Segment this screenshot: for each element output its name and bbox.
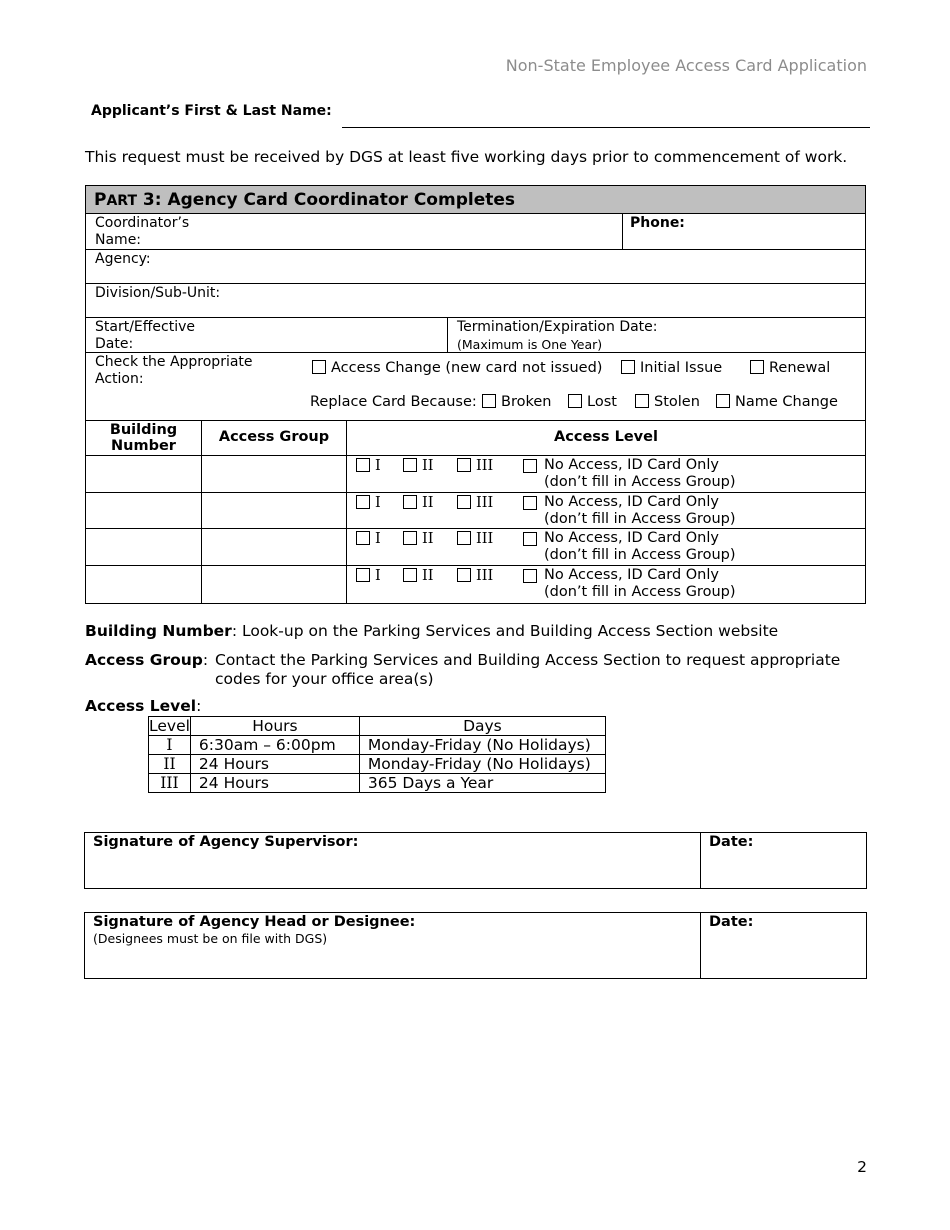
access-group-header: Access Group (201, 421, 346, 455)
level-1-checkbox[interactable] (356, 531, 370, 545)
access-level-term: Access Level: (85, 697, 202, 715)
renewal-option[interactable]: Renewal (750, 360, 830, 376)
levels-header-days: Days (359, 717, 605, 736)
initial-issue-option[interactable]: Initial Issue (621, 360, 722, 376)
replace-card-label: Replace Card Because: (310, 394, 477, 410)
access-level-cell (346, 456, 865, 492)
access-entry-row (86, 456, 865, 493)
level-3-option[interactable]: III (457, 568, 493, 585)
part3-title: PART 3: Agency Card Coordinator Completes (86, 186, 865, 214)
level-3-checkbox[interactable] (457, 568, 471, 582)
access-group-explanation: Contact the Parking Services and Building Access Section to request appropriate codes for your office area(s) (215, 651, 841, 688)
level-cell: II (149, 755, 191, 774)
level-3-checkbox[interactable] (457, 458, 471, 472)
level-1-option[interactable]: I (356, 495, 381, 512)
lost-checkbox[interactable] (568, 394, 582, 408)
no-access-label: No Access, ID Card Only (don’t fill in Access Group) (544, 567, 736, 600)
supervisor-signature-field[interactable]: Signature of Agency Supervisor: (93, 834, 359, 850)
no-access-label: No Access, ID Card Only (don’t fill in Access Group) (544, 530, 736, 563)
agency-row (86, 250, 865, 284)
level-3-option[interactable]: III (457, 531, 493, 548)
building-number-explanation: Building Number: Look-up on the Parking Services and Building Access Section website (85, 622, 779, 640)
building-number-cell[interactable] (86, 493, 201, 528)
days-cell: Monday-Friday (No Holidays) (359, 755, 605, 774)
stolen-option[interactable]: Stolen (635, 394, 700, 410)
broken-checkbox[interactable] (482, 394, 496, 408)
coordinator-name-field[interactable]: Coordinator’s Name: (95, 215, 190, 248)
hours-cell: 24 Hours (190, 755, 359, 774)
access-group-cell[interactable] (201, 456, 346, 492)
access-columns-header (86, 421, 865, 456)
access-change-option[interactable]: Access Change (new card not issued) (312, 360, 602, 376)
level-1-option[interactable]: I (356, 568, 381, 585)
access-change-checkbox[interactable] (312, 360, 326, 374)
no-access-checkbox[interactable] (523, 496, 537, 510)
supervisor-signature-box (84, 832, 867, 889)
access-level-header: Access Level (346, 421, 865, 455)
level-1-option[interactable]: I (356, 458, 381, 475)
stolen-checkbox[interactable] (635, 394, 649, 408)
broken-option[interactable]: Broken (482, 394, 551, 410)
action-label: Check the Appropriate Action: (95, 354, 253, 387)
applicant-name-label: Applicant’s First & Last Name: (91, 103, 332, 119)
no-access-label: No Access, ID Card Only (don’t fill in Access Group) (544, 494, 736, 527)
levels-header-hours: Hours (190, 717, 359, 736)
access-group-cell[interactable] (201, 566, 346, 603)
building-number-cell[interactable] (86, 566, 201, 603)
level-3-option[interactable]: III (457, 495, 493, 512)
level-3-checkbox[interactable] (457, 495, 471, 509)
days-cell: 365 Days a Year (359, 774, 605, 793)
no-access-checkbox[interactable] (523, 569, 537, 583)
table-row (149, 736, 606, 755)
level-1-checkbox[interactable] (356, 568, 370, 582)
hours-cell: 6:30am – 6:00pm (190, 736, 359, 755)
access-entry-row (86, 566, 865, 603)
agency-field[interactable]: Agency: (95, 251, 151, 267)
level-2-checkbox[interactable] (403, 531, 417, 545)
agency-head-date-field[interactable]: Date: (700, 913, 866, 978)
name-change-checkbox[interactable] (716, 394, 730, 408)
level-2-option[interactable]: II (403, 531, 433, 548)
page-number: 2 (857, 1158, 867, 1176)
access-level-cell (346, 529, 865, 565)
dates-row (86, 318, 865, 353)
access-level-cell (346, 493, 865, 528)
division-row (86, 284, 865, 318)
agency-head-signature-field[interactable]: Signature of Agency Head or Designee: (Designees must be on file with DGS) (93, 914, 416, 946)
no-access-label: No Access, ID Card Only (don’t fill in Access Group) (544, 457, 736, 490)
level-3-checkbox[interactable] (457, 531, 471, 545)
level-2-option[interactable]: II (403, 495, 433, 512)
access-level-cell (346, 566, 865, 603)
renewal-checkbox[interactable] (750, 360, 764, 374)
division-field[interactable]: Division/Sub-Unit: (95, 285, 221, 301)
level-cell: I (149, 736, 191, 755)
action-row (86, 353, 865, 421)
level-2-option[interactable]: II (403, 568, 433, 585)
table-row (149, 774, 606, 793)
level-3-option[interactable]: III (457, 458, 493, 475)
access-group-cell[interactable] (201, 493, 346, 528)
level-1-checkbox[interactable] (356, 495, 370, 509)
no-access-checkbox[interactable] (523, 459, 537, 473)
supervisor-date-field[interactable]: Date: (700, 833, 866, 888)
access-group-cell[interactable] (201, 529, 346, 565)
level-2-checkbox[interactable] (403, 495, 417, 509)
termination-date-field[interactable]: Termination/Expiration Date: (Maximum is One Year) (447, 318, 865, 352)
part3-form-table (85, 185, 866, 604)
level-2-checkbox[interactable] (403, 568, 417, 582)
table-row (149, 755, 606, 774)
name-change-option[interactable]: Name Change (716, 394, 838, 410)
building-number-cell[interactable] (86, 456, 201, 492)
building-number-header: Building Number (109, 422, 178, 454)
building-number-cell[interactable] (86, 529, 201, 565)
applicant-name-field[interactable] (342, 127, 870, 128)
level-1-checkbox[interactable] (356, 458, 370, 472)
document-header-title: Non-State Employee Access Card Application (505, 56, 867, 75)
access-entry-row (86, 493, 865, 529)
level-2-option[interactable]: II (403, 458, 433, 475)
no-access-checkbox[interactable] (523, 532, 537, 546)
levels-header-level: Level (149, 717, 190, 735)
phone-field[interactable]: Phone: (622, 214, 865, 249)
levels-table-header-row (149, 717, 606, 736)
initial-issue-checkbox[interactable] (621, 360, 635, 374)
coordinator-row (86, 214, 865, 250)
days-cell: Monday-Friday (No Holidays) (359, 736, 605, 755)
level-2-checkbox[interactable] (403, 458, 417, 472)
agency-head-signature-box (84, 912, 867, 979)
level-cell: III (149, 774, 191, 793)
hours-cell: 24 Hours (190, 774, 359, 793)
access-levels-table (148, 716, 606, 793)
lost-option[interactable]: Lost (568, 394, 617, 410)
level-1-option[interactable]: I (356, 531, 381, 548)
access-group-term: Access Group: (85, 651, 209, 669)
access-entry-row (86, 529, 865, 566)
start-date-field[interactable]: Start/Effective Date: (95, 319, 195, 352)
submission-notice: This request must be received by DGS at least five working days prior to commencement of work. (85, 148, 848, 166)
